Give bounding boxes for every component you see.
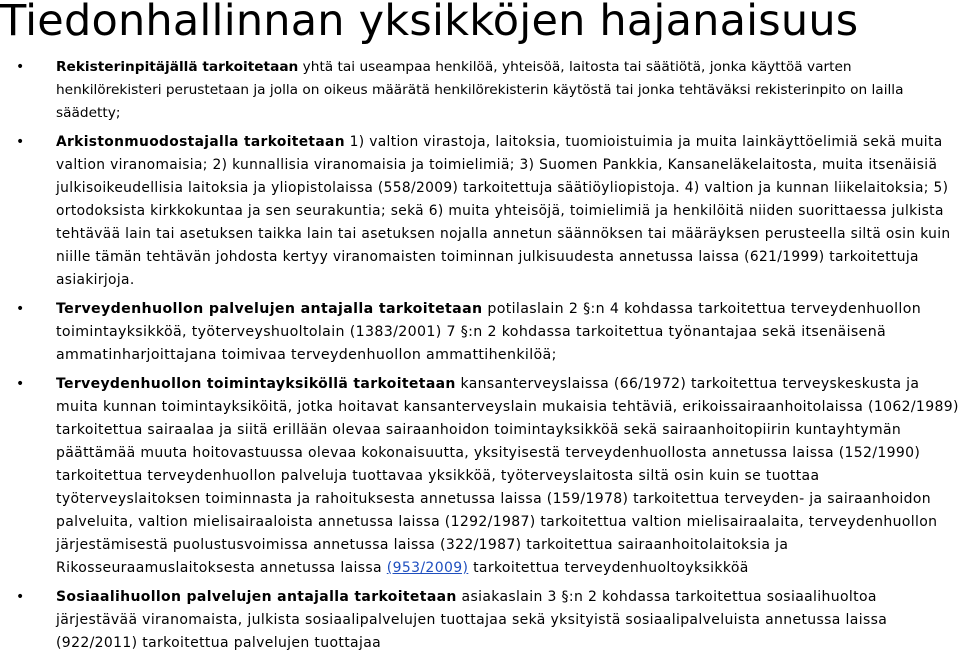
definition-text: [56, 298, 960, 367]
definition-toimintayksikko: [16, 373, 960, 580]
bullet-icon: •: [16, 301, 25, 317]
definition-arkistonmuodostaja: [16, 131, 960, 292]
definition-body: potilaslain 2 §:n 4 kohdassa tarkoitettua terveydenhuollon toimintayksikköä, työterveyshuoltolain (1383/2001) 7 §:n 2 kohdassa tarkoitettua työnantajaa sekä itsenäisenä ammatinharjoittajana toimivaa terveydenhuollon ammattihenkilöä;: [56, 301, 922, 363]
definition-body: kansanterveyslaissa (66/1972) tarkoitettua terveyskeskusta ja muita kunnan toimintayksiköitä, jotka hoitavat kansanterveyslain mukaisia tehtäviä, erikoissairaanhoitolaissa (1062/1989) tarkoitettua sairaalaa ja siitä erillään olevaa sairaanhoidon toimintayksikköä sekä sairaanhoitopiirin kuntayhtymän päättämää muuta hoitovastuussa olevaa kokonaisuutta, yksityisestä terveydenhuollosta annetussa laissa (152/1990) tarkoitettua terveydenhuollon palveluja tuottavaa yksikköä, työterveyslaitosta siltä osin kuin se tuottaa työterveyslaitoksen toiminnasta ja rahoituksesta annetussa laissa (159/1978) tarkoitettua terveyden- ja sairaanhoidon palveluita, valtion mielisairaaloista annetussa laissa (1292/1987) tarkoitettua valtion mielisairaalaita, terveydenhuollon järjestämisestä puolustusvoimissa annetussa laissa (322/1987) tarkoitettua sairaanhoitolaitoksia ja Rikosseuraamuslaitoksesta annetussa laissa: [56, 376, 959, 576]
definition-list: [16, 56, 960, 661]
defined-term: Rekisterinpitäjällä tarkoitetaan: [56, 59, 299, 75]
bullet-icon: •: [16, 376, 25, 392]
definition-text: [56, 586, 960, 655]
bullet-icon: •: [16, 134, 25, 150]
slide-title: Tiedonhallinnan yksikköjen hajanaisuus: [0, 0, 859, 46]
defined-term: Arkistonmuodostajalla tarkoitetaan: [56, 134, 345, 150]
definition-rekisterinpitaja: [16, 56, 960, 125]
definition-body: asiakaslain 3 §:n 2 kohdassa tarkoitettua sosiaalihuoltoa järjestävää viranomaista, julkista sosiaalipalvelujen tuottajaa sekä yksityistä sosiaalipalveluista annetussa laissa (922/2011) tarkoitettua palvelujen tuottajaa: [56, 589, 888, 651]
bullet-icon: •: [16, 59, 25, 75]
defined-term: Sosiaalihuollon palvelujen antajalla tarkoitetaan: [56, 589, 457, 605]
definition-text: [56, 373, 960, 580]
bullet-icon: •: [16, 589, 25, 605]
law-reference-link[interactable]: (953/2009): [386, 560, 469, 576]
definition-sosiaalihuolto: [16, 586, 960, 655]
definition-body: yhtä tai useampaa henkilöä, yhteisöä, laitosta tai säätiötä, jonka käyttöä varten henkilörekisteri perustetaan ja jolla on oikeus määrätä henkilörekisterin käytöstä tai jonka tehtäväksi rekisterinpito on lailla säädetty;: [56, 59, 904, 121]
definition-body-end: tarkoitettua terveydenhuoltoyksikköä: [468, 560, 749, 576]
definition-palvelujen-antaja: [16, 298, 960, 367]
defined-term: Terveydenhuollon palvelujen antajalla tarkoitetaan: [56, 301, 483, 317]
definition-text: [56, 131, 960, 292]
definition-body: 1) valtion virastoja, laitoksia, tuomioistuimia ja muita lainkäyttöelimiä sekä muita valtion viranomaisia; 2) kunnallisia viranomaisia ja toimielimiä; 3) Suomen Pankkia, Kansaneläkelaitosta, muita itsenäisiä julkisoikeudellisia laitoksia ja yliopistolaissa (558/2009) tarkoitettuja säätiöyliopistoja. 4) valtion ja kunnan liikelaitoksia; 5) ortodoksista kirkkokuntaa ja sen seurakuntia; sekä 6) muita yhteisöjä, toimielimiä ja henkilöitä niiden suorittaessa julkista tehtävää lain tai asetuksen taikka lain tai asetuksen nojalla annetun säännöksen tai määräyksen perusteella siltä osin kuin niille tämän tehtävän johdosta kertyy viranomaisten toiminnan julkisuudesta annetussa laissa (621/1999) tarkoitettuja asiakirjoja.: [56, 134, 951, 288]
definition-text: [56, 56, 960, 125]
defined-term: Terveydenhuollon toimintayksiköllä tarkoitetaan: [56, 376, 456, 392]
